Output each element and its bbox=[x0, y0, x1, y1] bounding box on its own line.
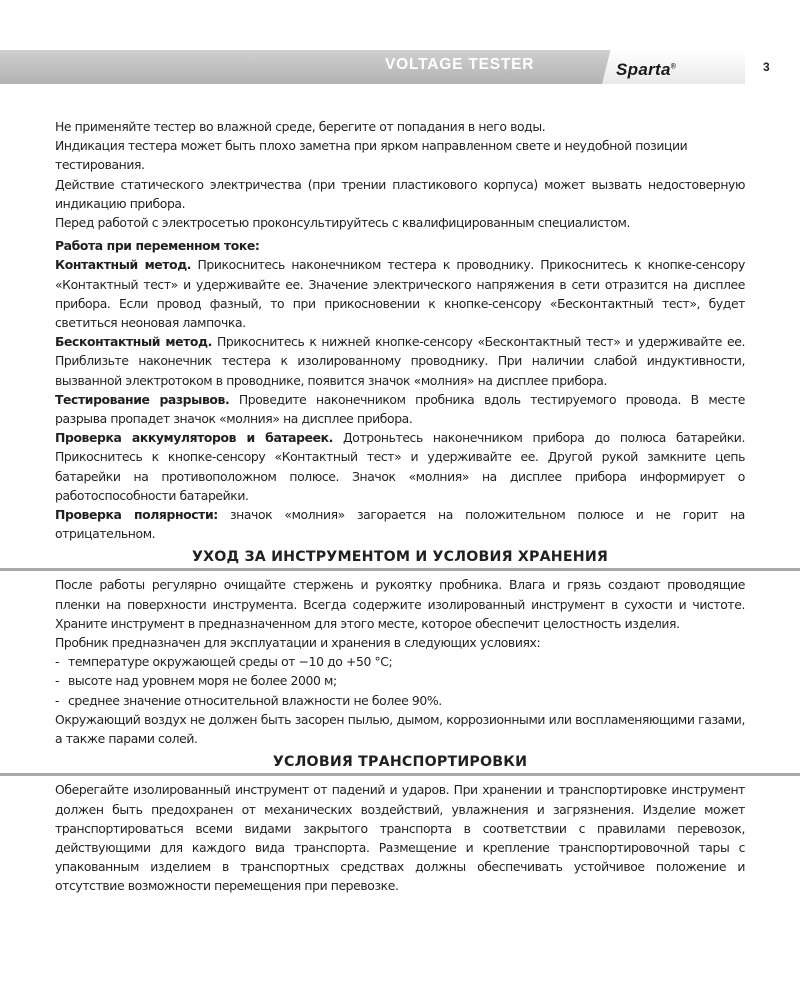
page-number: 3 bbox=[763, 60, 770, 74]
method-label: Проверка полярности: bbox=[55, 507, 218, 523]
transport-paragraph: Оберегайте изолированный инструмент от падений и ударов. При хранении и транспортировке инструмент должен быть предохранен от механических воздействий, увлажнения и загрязнения. Изделие может транспортироваться всеми видами закрытого транспорта в соответствии с правилами перевозок, действующими для каждого вида транспорта. Размещение и крепление транспортировочной тары с упакованным изделием в транспортных средствах должны обеспечивать устойчивое положение и отсутствие возможности перемещения при перевозке. bbox=[55, 782, 745, 894]
brand-logo bbox=[616, 60, 676, 80]
intro-paragraph: Перед работой с электросетью проконсультируйтесь с квалифицированным специалистом. bbox=[55, 215, 631, 231]
list-item bbox=[55, 691, 745, 710]
transport-section bbox=[55, 780, 745, 895]
document-title: VOLTAGE TESTER bbox=[385, 56, 535, 73]
method-label: Контактный метод. bbox=[55, 257, 192, 273]
list-item-text: температуре окружающей среды от −10 до +50 °С; bbox=[68, 654, 393, 670]
intro-paragraph: Не применяйте тестер во влажной среде, берегите от попадания в него воды. bbox=[55, 119, 546, 134]
list-item bbox=[55, 671, 745, 690]
method-paragraph bbox=[55, 255, 745, 332]
method-paragraph bbox=[55, 390, 745, 428]
list-dash: - bbox=[55, 654, 60, 670]
care-paragraph: Окружающий воздух не должен быть засорен пылью, дымом, коррозионными или воспламеняющими газами, а также парами солей. bbox=[55, 711, 745, 747]
page-content bbox=[55, 117, 745, 896]
transport-section-title: УСЛОВИЯ ТРАНСПОРТИРОВКИ bbox=[55, 750, 745, 776]
intro-paragraph: Индикация тестера может быть плохо заметна при ярком направленном свете и неудобной позиции тестирования. bbox=[55, 138, 688, 173]
method-label: Бесконтактный метод. bbox=[55, 334, 212, 350]
list-dash: - bbox=[55, 673, 60, 689]
list-item bbox=[55, 652, 745, 671]
ac-heading: Работа при переменном токе: bbox=[55, 238, 260, 254]
care-section bbox=[55, 575, 745, 748]
care-paragraph: Пробник предназначен для эксплуатации и хранения в следующих условиях: bbox=[55, 635, 541, 651]
method-text: Проведите наконечником пробника вдоль тестируемого провода. В месте разрыва пропадет значок «молния» на дисплее прибора. bbox=[55, 391, 745, 427]
method-text: Прикоснитесь наконечником тестера к проводнику. Прикоснитесь к кнопке-сенсору «Контактный тест» и удерживайте ее. Значение электрического напряжения в сети отразится на дисплее прибора. Если провод фазный, то при прикосновении к кнопке-сенсору «Бесконтактный тест», будет светиться неоновая лампочка. bbox=[55, 257, 745, 331]
method-paragraph bbox=[55, 332, 745, 390]
method-paragraph bbox=[55, 428, 745, 505]
method-text: значок «молния» загорается на положительном полюсе и не горит на отрицательном. bbox=[55, 507, 745, 542]
registered-mark: ® bbox=[670, 63, 677, 71]
page-number-box bbox=[745, 50, 800, 84]
ac-section bbox=[55, 236, 745, 543]
intro-paragraph: Действие статического электричества (при трении пластикового корпуса) может вызвать недостоверную индикацию прибора. bbox=[55, 176, 745, 211]
list-item-text: высоте над уровнем моря не более 2000 м; bbox=[68, 673, 337, 689]
method-label: Проверка аккумуляторов и батареек. bbox=[55, 430, 333, 446]
brand-logo-text: Sparta bbox=[616, 60, 671, 79]
method-paragraph bbox=[55, 505, 745, 543]
list-dash: - bbox=[55, 692, 60, 708]
method-label: Тестирование разрывов. bbox=[55, 391, 230, 407]
list-item-text: среднее значение относительной влажности не более 90%. bbox=[68, 692, 442, 708]
method-text: Дотроньтесь наконечником прибора до полюса батарейки. Прикоснитесь к кнопке-сенсору «Контактный тест» и удерживайте ее. Другой рукой замкните цепь батарейки на противоположном полюсе. Значок «молния» на дисплее прибора информирует о работоспособности батарейки. bbox=[55, 430, 745, 503]
method-text: Прикоснитесь к нижней кнопке-сенсору «Бесконтактный тест» и удерживайте ее. Приблизьте наконечник тестера к изолированному проводнику. При наличии слабой индуктивности, вызванной электротоком в проводнике, появится значок «молния» на дисплее прибора. bbox=[55, 334, 745, 388]
care-paragraph: После работы регулярно очищайте стержень и рукоятку пробника. Влага и грязь создают проводящие пленки на поверхности инструмента. Всегда содержите изолированный инструмент в сухости и чистоте. Храните инструмент в предназначенном для этого месте, которое обеспечит целостность изделия. bbox=[55, 577, 745, 631]
intro-section bbox=[55, 117, 745, 232]
care-section-title: УХОД ЗА ИНСТРУМЕНТОМ И УСЛОВИЯ ХРАНЕНИЯ bbox=[55, 545, 745, 571]
